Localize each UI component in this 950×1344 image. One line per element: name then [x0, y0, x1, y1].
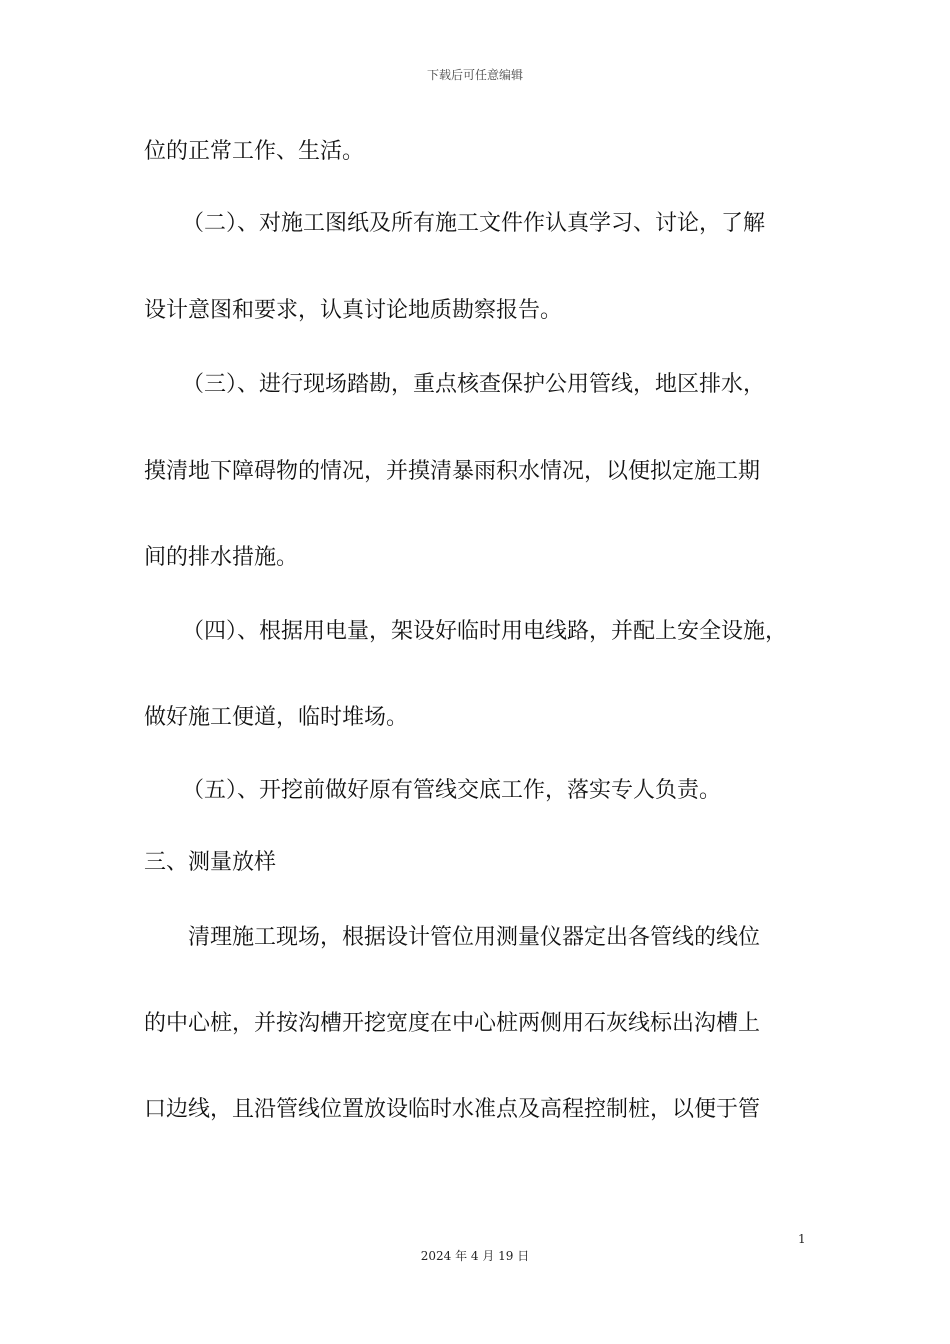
- paragraph-line: 摸清地下障碍物的情况，并摸清暴雨积水情况，以便拟定施工期: [144, 459, 761, 484]
- paragraph-line: 清理施工现场，根据设计管位用测量仪器定出各管线的线位: [188, 925, 761, 950]
- paragraph-line: 间的排水措施。: [144, 545, 299, 570]
- paragraph-line: 的中心桩，并按沟槽开挖宽度在中心桩两侧用石灰线标出沟槽上: [144, 1011, 761, 1036]
- paragraph-line: 设计意图和要求，认真讨论地质勘察报告。: [144, 298, 563, 323]
- paragraph-line: （五）、开挖前做好原有管线交底工作，落实专人负责。: [182, 778, 722, 803]
- header-note: 下载后可任意编辑: [426, 68, 523, 82]
- paragraph-line: 做好施工便道，临时堆场。: [144, 705, 409, 730]
- paragraph-line: （四）、根据用电量，架设好临时用电线路，并配上安全设施，: [182, 619, 788, 644]
- footer-date: 2024 年 4 月 19 日: [420, 1249, 530, 1263]
- paragraph-line: 口边线，且沿管线位置放设临时水准点及高程控制桩，以便于管: [144, 1097, 761, 1122]
- paragraph-line: 位的正常工作、生活。: [144, 139, 365, 164]
- paragraph-line: （三）、进行现场踏勘，重点核查保护公用管线，地区排水，: [182, 372, 766, 397]
- section-heading: 三、测量放样: [144, 850, 277, 875]
- page-number: 1: [798, 1232, 806, 1246]
- paragraph-line: （二）、对施工图纸及所有施工文件作认真学习、讨论，了解: [182, 211, 766, 236]
